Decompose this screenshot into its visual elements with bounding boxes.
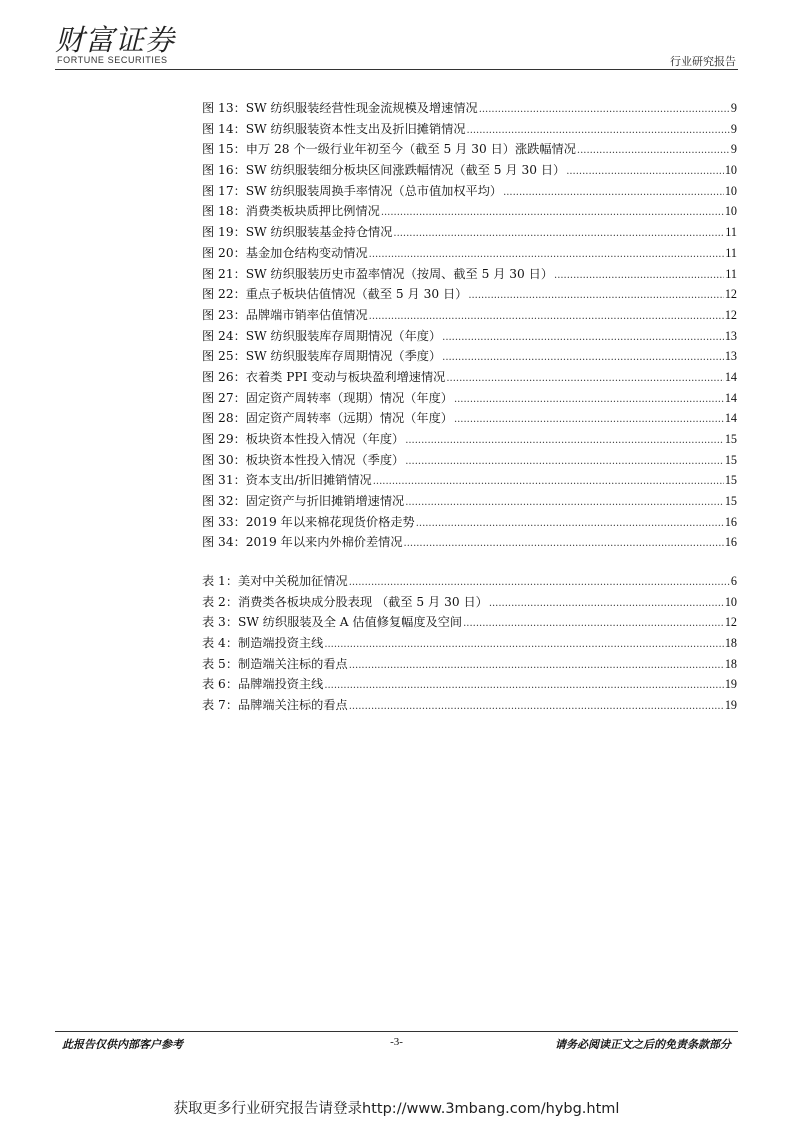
figure-toc-entry[interactable] xyxy=(202,346,737,367)
figure-toc-entry-page-number: 15 xyxy=(724,432,737,446)
table-toc-entry-page-number: 18 xyxy=(724,636,737,651)
dot-leader xyxy=(566,160,724,183)
dot-leader xyxy=(577,139,730,162)
figure-toc-entry[interactable] xyxy=(202,450,737,471)
figure-toc-entry[interactable] xyxy=(202,408,737,429)
figure-toc-entry-label: 图 17：SW 纺织服装周换手率情况（总市值加权平均） xyxy=(202,183,503,198)
dot-leader xyxy=(405,491,724,514)
table-toc-entry[interactable] xyxy=(202,654,737,675)
figure-toc-entry-label: 图 28：固定资产周转率（远期）情况（年度） xyxy=(202,411,453,426)
figure-toc-entry-label: 图 24：SW 纺织服装库存周期情况（年度） xyxy=(202,328,442,343)
figure-toc-entry-page-number: 14 xyxy=(724,369,737,384)
dot-leader xyxy=(442,326,724,349)
figure-toc-entry[interactable] xyxy=(202,367,737,388)
figure-toc-entry-label: 图 25：SW 纺织服装库存周期情况（季度） xyxy=(202,349,442,364)
figure-toc-entry-page-number: 10 xyxy=(724,163,737,178)
table-toc-entry-page-number: 6 xyxy=(730,574,737,588)
promo-banner-link[interactable]: 获取更多行业研究报告请登录http://www.3mbang.com/hybg.html xyxy=(173,1101,620,1117)
figure-toc-entry[interactable] xyxy=(202,305,737,326)
table-list xyxy=(202,571,737,716)
dot-leader xyxy=(324,633,723,656)
figure-toc-entry[interactable] xyxy=(202,181,737,202)
table-toc-entry-label: 表 3：SW 纺织服装及全 A 估值修复幅度及空间 xyxy=(202,615,463,630)
figure-toc-entry-page-number: 11 xyxy=(725,225,737,240)
figure-toc-entry[interactable] xyxy=(202,222,737,243)
figure-toc-entry-label: 图 32：固定资产与折旧摊销增速情况 xyxy=(202,494,405,509)
figure-toc-entry[interactable] xyxy=(202,512,737,533)
figure-toc-entry[interactable] xyxy=(202,326,737,347)
logo-chinese-name: 财富证券 xyxy=(55,23,176,57)
figure-toc-entry[interactable] xyxy=(202,160,737,181)
table-toc-entry-page-number: 18 xyxy=(724,656,737,671)
dot-leader xyxy=(405,450,724,473)
figure-toc-entry-label: 图 13：SW 纺织服装经营性现金流规模及增速情况 xyxy=(202,101,478,115)
footer-disclaimer-left: 此报告仅供内部客户参考 xyxy=(62,1038,183,1051)
dot-leader xyxy=(416,512,724,535)
table-toc-entry-label: 表 4：制造端投资主线 xyxy=(202,636,324,651)
figure-toc-entry-page-number: 12 xyxy=(724,307,737,322)
figure-toc-entry-label: 图 18：消费类板块质押比例情况 xyxy=(202,204,380,219)
figure-toc-entry-page-number: 11 xyxy=(725,245,737,260)
table-toc-entry[interactable] xyxy=(202,571,737,592)
dot-leader xyxy=(381,201,724,224)
dot-leader xyxy=(349,654,724,677)
figure-toc-entry-page-number: 12 xyxy=(724,287,737,302)
figure-toc-entry[interactable] xyxy=(202,388,737,409)
dot-leader xyxy=(393,222,724,245)
figure-toc-entry[interactable] xyxy=(202,243,737,264)
figure-toc-entry-label: 图 33：2019 年以来棉花现货价格走势 xyxy=(202,514,415,529)
table-toc-entry[interactable] xyxy=(202,695,737,716)
figure-toc-entry-page-number: 14 xyxy=(724,390,737,405)
figure-toc-entry-label: 图 27：固定资产周转率（现期）情况（年度） xyxy=(202,390,453,405)
figure-toc-entry-page-number: 9 xyxy=(730,142,737,157)
page-number: -3- xyxy=(390,1036,403,1048)
figure-toc-entry[interactable] xyxy=(202,139,737,160)
table-toc-entry-label: 表 6：品牌端投资主线 xyxy=(202,677,324,692)
dot-leader xyxy=(349,571,730,594)
table-toc-entry-page-number: 12 xyxy=(724,615,737,630)
figure-toc-entry-page-number: 14 xyxy=(724,411,737,426)
figure-toc-entry-label: 图 30：板块资本性投入情况（季度） xyxy=(202,452,405,467)
dot-leader xyxy=(369,305,724,328)
table-toc-entry[interactable] xyxy=(202,592,737,613)
figure-toc-entry-page-number: 16 xyxy=(724,514,737,529)
figure-list xyxy=(202,98,737,553)
figure-toc-entry[interactable] xyxy=(202,284,737,305)
figure-toc-entry-page-number: 13 xyxy=(724,328,737,343)
figure-toc-entry-page-number: 10 xyxy=(724,204,737,219)
dot-leader xyxy=(479,98,730,121)
dot-leader xyxy=(404,532,724,555)
figure-toc-entry-label: 图 23：品牌端市销率估值情况 xyxy=(202,307,368,322)
table-toc-entry-label: 表 5：制造端关注标的看点 xyxy=(202,656,348,671)
table-toc-entry-label: 表 2：消费类各板块成分股表现 （截至 5 月 30 日） xyxy=(202,594,488,609)
figure-toc-entry[interactable] xyxy=(202,264,737,285)
dot-leader xyxy=(467,119,730,142)
figure-toc-entry[interactable] xyxy=(202,98,737,119)
figure-toc-entry-label: 图 29：板块资本性投入情况（年度） xyxy=(202,432,405,446)
dot-leader xyxy=(454,408,724,431)
figure-toc-entry-label: 图 21：SW 纺织服装历史市盈率情况（按周、截至 5 月 30 日） xyxy=(202,266,554,281)
dot-leader xyxy=(463,612,724,635)
figure-toc-entry-page-number: 13 xyxy=(724,349,737,364)
figure-toc-entry[interactable] xyxy=(202,119,737,140)
figure-toc-entry-page-number: 11 xyxy=(725,266,737,281)
dot-leader xyxy=(446,367,723,390)
figure-toc-entry-page-number: 15 xyxy=(724,494,737,509)
table-toc-entry-page-number: 10 xyxy=(724,594,737,609)
company-logo xyxy=(55,18,245,70)
logo-english-name: FORTUNE SECURITIES xyxy=(57,55,168,65)
footer-disclaimer-right: 请务必阅读正文之后的免责条款部分 xyxy=(555,1038,731,1051)
table-toc-entry[interactable] xyxy=(202,674,737,695)
figure-toc-entry-label: 图 34：2019 年以来内外棉价差情况 xyxy=(202,535,403,550)
figure-toc-entry-page-number: 9 xyxy=(730,121,737,136)
report-type-label: 行业研究报告 xyxy=(670,55,736,68)
dot-leader xyxy=(373,470,724,493)
figure-toc-entry-label: 图 20：基金加仓结构变动情况 xyxy=(202,245,368,260)
figure-toc-entry[interactable] xyxy=(202,491,737,512)
figure-toc-entry[interactable] xyxy=(202,470,737,491)
dot-leader xyxy=(468,284,723,307)
figure-toc-entry-page-number: 16 xyxy=(724,535,737,550)
dot-leader xyxy=(503,181,724,204)
table-toc-entry[interactable] xyxy=(202,633,737,654)
table-toc-entry-page-number: 19 xyxy=(724,698,737,713)
figure-toc-entry-label: 图 31：资本支出/折旧摊销情况 xyxy=(202,473,372,488)
figure-toc-entry-page-number: 15 xyxy=(724,473,737,488)
dot-leader xyxy=(349,695,724,718)
figure-toc-entry-label: 图 16：SW 纺织服装细分板块区间涨跌幅情况（截至 5 月 30 日） xyxy=(202,163,566,178)
header-divider xyxy=(55,69,738,70)
dot-leader xyxy=(554,264,724,287)
dot-leader xyxy=(369,243,725,266)
figure-toc-entry-page-number: 9 xyxy=(730,101,737,115)
table-toc-entry-label: 表 1：美对中关税加征情况 xyxy=(202,574,348,588)
dot-leader xyxy=(454,388,724,411)
table-toc-entry-label: 表 7：品牌端关注标的看点 xyxy=(202,698,348,713)
table-toc-entry-page-number: 19 xyxy=(724,677,737,692)
dot-leader xyxy=(324,674,723,697)
figure-toc-entry-page-number: 15 xyxy=(724,452,737,467)
dot-leader xyxy=(489,592,724,615)
figure-toc-entry[interactable] xyxy=(202,532,737,553)
figure-toc-entry-page-number: 10 xyxy=(724,183,737,198)
footer-divider xyxy=(55,1031,738,1032)
figure-toc-entry-label: 图 14：SW 纺织服装资本性支出及折旧摊销情况 xyxy=(202,121,466,136)
figure-toc-entry-label: 图 26：衣着类 PPI 变动与板块盈利增速情况 xyxy=(202,369,446,384)
dot-leader xyxy=(442,346,724,369)
dot-leader xyxy=(405,429,724,452)
figure-toc-entry-label: 图 15：申万 28 个一级行业年初至今（截至 5 月 30 日）涨跌幅情况 xyxy=(202,142,576,157)
figure-toc-entry-label: 图 22：重点子板块估值情况（截至 5 月 30 日） xyxy=(202,287,468,302)
figure-toc-entry[interactable] xyxy=(202,201,737,222)
table-toc-entry[interactable] xyxy=(202,612,737,633)
figure-toc-entry[interactable] xyxy=(202,429,737,450)
figure-toc-entry-label: 图 19：SW 纺织服装基金持仓情况 xyxy=(202,225,393,240)
